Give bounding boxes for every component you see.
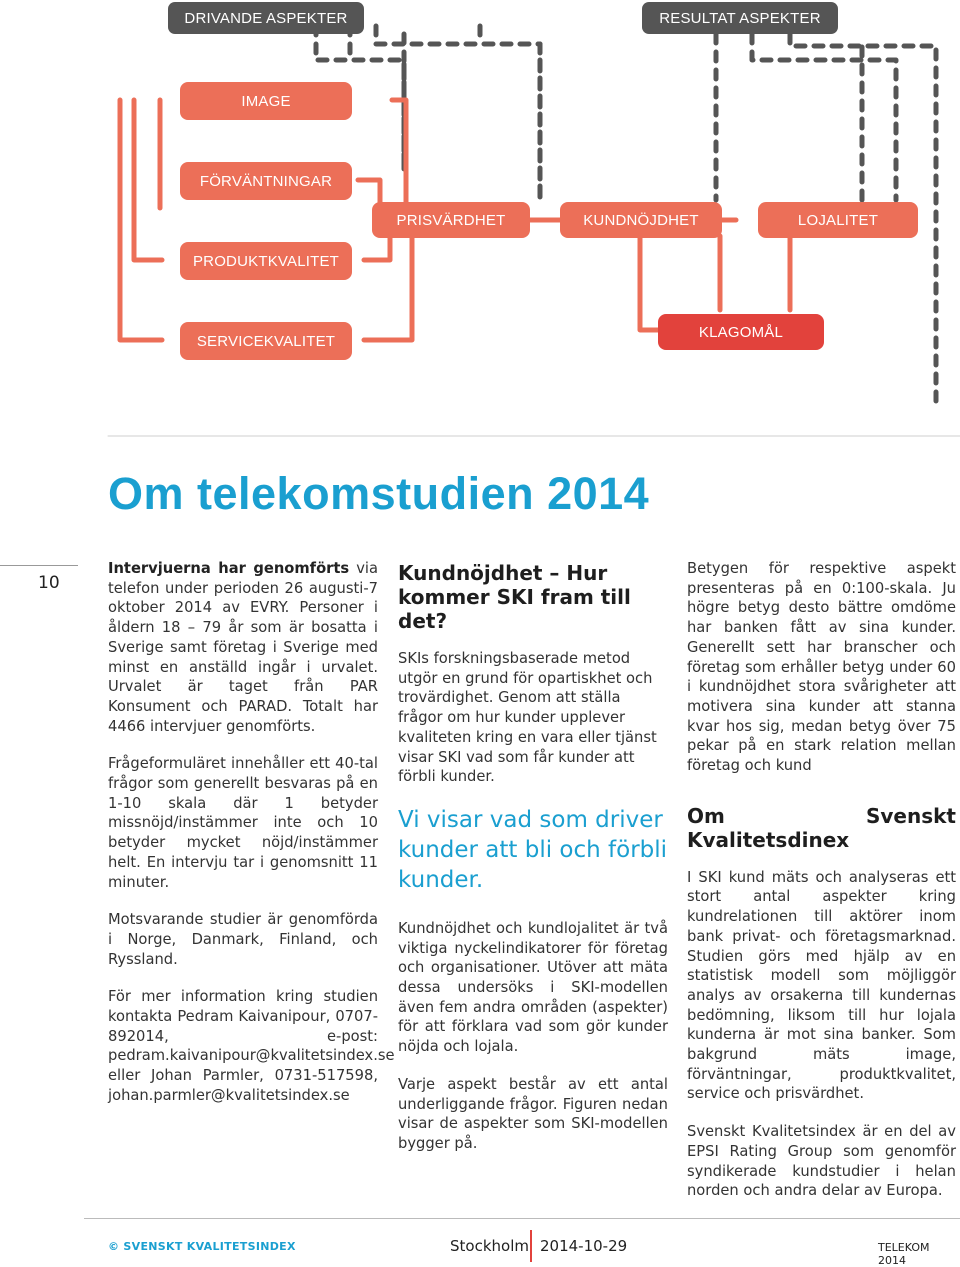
pull-quote: Vi visar vad som driver kunder att bli och förbli kunder. [398,806,668,893]
col2-paragraph-3: Varje aspekt består av ett antal underliggande frågor. Figuren nedan visar de aspekter som SKI-modellen bygger på. [398,1075,668,1152]
page-title: Om telekomstudien 2014 [108,468,650,519]
col1-paragraph-1 [108,559,378,736]
col3-paragraph-1: Betygen för respektive aspekt presenteras på en 0:100-skala. Ju högre betyg desto bättre omdöme har banken fått av sina kunder. Generellt sett har branscher och företag som erhåller betyg under 60 i kundnöjdhet stora svårigheter att motivera sina kunder att stanna kvar hos sig, medan betyg över 75 pekar på en stark relation mellan företag och kund [687,560,956,775]
product-quality-box: PRODUKTKVALITET [180,242,352,280]
footer-divider [530,1230,532,1262]
footer-date: 2014-10-29 [540,1237,628,1255]
col1-paragraph-3: Motsvarande studier är genomförda i Norge, Danmark, Finland, och Ryssland. [108,911,378,968]
col1-p1-text: via telefon under perioden 26 augusti-7 oktober 2014 av EVRY. Personer i åldern 18 – 79 år som är bosatta i Sverige samt företag i Sverige med minst en anställd ingår i urvalet. Urvalet är taget från PAR Konsument och PARAD. Totalt har 4466 intervjuer genomförts. [108,560,378,735]
col2-paragraph-2: Kundnöjdhet och kundlojalitet är två viktiga nyckelindikatorer för företag och organisationer. Utöver att mäta dessa undersöks i SKI-modellen även fem andra områden (aspekter) för att förklara vad som gör kunder nöjda och lojala. [398,919,668,1056]
expectations-box: FÖRVÄNTNINGAR [180,162,352,200]
col3-paragraph-2: I SKI kund mäts och analyseras ett stort antal aspekter kring kundrelationen till aktörer inom bank privat- och företagsmarknad. Studien görs med hjälp av en statistisk modell som möjliggör analys av orsakerna till kundernas bedömning, liksom till hur lojala kunderna är mot sina banker. Som bakgrund mäts image, förväntningar, produktkvalitet, service och prisvärdhet. [687,868,956,1103]
results-header: RESULTAT ASPEKTER [642,2,838,34]
col1-paragraph-4: För mer information kring studien kontakta Pedram Kaivanipour, 0707-892014, e-post: pedram.kaivanipour@kvalitetsindex.se eller Johan Parmler, 0731-517598, johan.parmler@kvalitetsindex.se [108,988,395,1104]
service-quality-box: SERVICEKVALITET [180,322,352,360]
column-3 [687,559,956,1219]
footer-rule [84,1218,960,1219]
satisfaction-box: KUNDNÖJDHET [560,202,722,238]
col2-heading: Kundnöjdhet – Hur kommer SKI fram till det? [398,561,631,633]
footer-publication: TELEKOM 2014 [878,1241,930,1267]
footer-copyright: © SVENSKT KVALITETSINDEX [108,1240,296,1253]
complaints-box: KLAGOMÅL [658,314,824,350]
page-number-rule [0,565,78,566]
column-2 [398,561,668,1172]
image-box: IMAGE [180,82,352,120]
page-number: 10 [38,573,60,593]
col2-paragraph-1: SKIs forskningsbaserade metod utgör en grund för opartiskhet och trovärdighet. Genom att ställa frågor om hur kunder upplever kvaliteten kring en vara eller tjänst visar SKI vad som får kunder att förbli kunder. [398,650,657,786]
col1-paragraph-2: Frågeformuläret innehåller ett 40-tal frågor som generellt besvaras på en 1-10 skala där 1 betyder missnöjd/instämmer inte och 10 betyder mycket nöjd/instämmer helt. En intervju tar i genomsnitt 11 minuter. [108,755,378,891]
footer-city: Stockholm [450,1237,529,1255]
col3-paragraph-3: Svenskt Kvalitetsindex är en del av EPSI Rating Group som genomför syndikerade kundstudier i helan norden och andra delar av Europa. [687,1123,956,1200]
column-1 [108,559,395,1124]
col1-lead: Intervjuerna har genomförts [108,560,350,577]
drivers-header: DRIVANDE ASPEKTER [168,2,364,34]
col3-heading: Om Svenskt Kvalitetsdinex [687,803,956,852]
value-box: PRISVÄRDHET [372,202,530,238]
loyalty-box: LOJALITET [758,202,918,238]
